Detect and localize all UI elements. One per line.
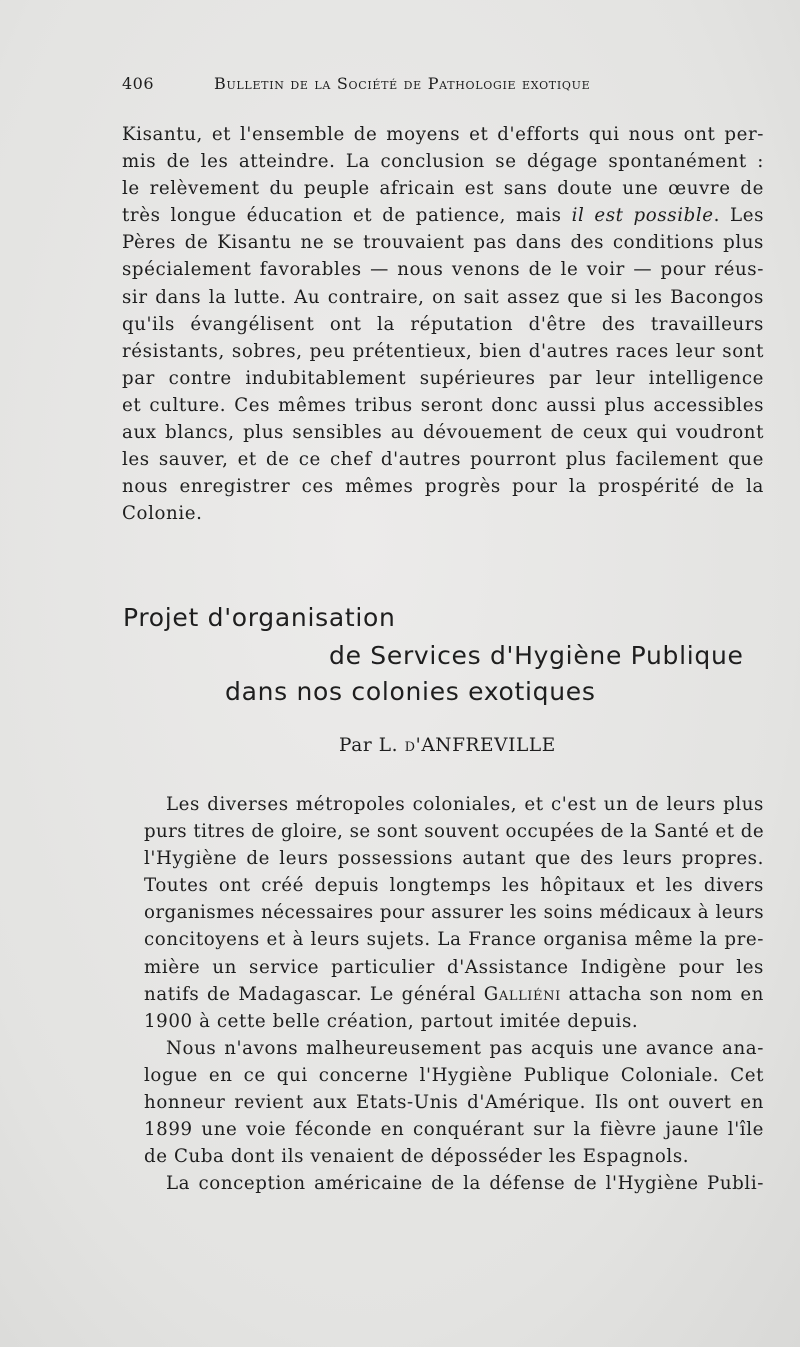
text-line: nous enregistrer ces mêmes progrès pour la prospérité de la — [122, 476, 764, 498]
text-line: spécialement favorables — nous venons de le voir — pour réus- — [122, 259, 764, 281]
text-line: l'Hygiène de leurs possessions autant que des leurs propres. — [144, 848, 764, 870]
text-line: Les diverses métropoles coloniales, et c'est un de leurs plus — [166, 794, 764, 815]
text-line: résistants, sobres, peu prétentieux, bien d'autres races leur sont — [122, 340, 764, 362]
article-paragraph-1 — [122, 791, 764, 1035]
text-line: Pères de Kisantu ne se trouvaient pas dans des conditions plus — [122, 232, 764, 254]
text-line: 1900 à cette belle création, partout imitée depuis. — [144, 1010, 639, 1032]
text-line: logue en ce qui concerne l'Hygiène Publique Coloniale. Cet — [144, 1064, 764, 1086]
person-name: Galliéni — [483, 983, 561, 1005]
author-prefix: Par L. — [339, 735, 405, 756]
text-line: Toutes ont créé depuis longtemps les hôpitaux et les divers — [144, 875, 764, 897]
article-title-line-1: Projet d'organisation — [123, 603, 396, 632]
article-title-line-3: dans nos colonies exotiques — [225, 677, 596, 706]
text-line: de Cuba dont ils venaient de déposséder les Espagnols. — [144, 1146, 690, 1168]
article-paragraph-2 — [122, 1035, 764, 1170]
text-segment: attacha son nom en — [560, 983, 764, 1005]
text-line: et culture. Ces mêmes tribus seront donc aussi plus accessibles — [122, 394, 764, 416]
text-line: Kisantu, et l'ensemble de moyens et d'efforts qui nous ont per- — [122, 124, 764, 145]
page-number: 406 — [122, 74, 155, 93]
article-author — [339, 735, 556, 756]
article-body — [122, 791, 764, 1197]
text-segment: très longue éducation et de patience, mais — [122, 205, 572, 227]
text-line: mis de les atteindre. La conclusion se dégage spontanément : — [122, 151, 764, 173]
text-line: 1899 une voie féconde en conquérant sur la fièvre jaune l'île — [144, 1119, 764, 1141]
text-segment: natifs de Madagascar. Le général — [144, 983, 484, 1005]
text-line: purs titres de gloire, se sont souvent occupées de la Santé et de — [144, 821, 764, 843]
article-title-line-2: de Services d'Hygiène Publique — [329, 641, 744, 670]
text-line: sir dans la lutte. Au contraire, on sait assez que si les Bacongos — [122, 286, 764, 308]
text-line: mière un service particulier d'Assistance Indigène pour les — [144, 956, 764, 978]
text-line-with-italic — [122, 202, 764, 229]
running-title: Bulletin de la Société de Pathologie exotique — [214, 74, 591, 93]
text-line: Colonie. — [122, 503, 203, 525]
author-name: d'ANFREVILLE — [404, 735, 556, 756]
text-line: aux blancs, plus sensibles au dévouement de ceux qui voudront — [122, 422, 764, 444]
intro-paragraph — [122, 121, 764, 527]
text-segment: . Les — [713, 205, 764, 227]
text-line: honneur revient aux Etats-Unis d'Amérique. Ils ont ouvert en — [144, 1092, 764, 1114]
article-paragraph-3 — [122, 1170, 764, 1197]
text-line: La conception américaine de la défense de l'Hygiène Publi- — [166, 1173, 764, 1195]
text-line: par contre indubitablement supérieures par leur intelligence — [122, 367, 764, 389]
text-line: les sauver, et de ce chef d'autres pourront plus facilement que — [122, 449, 764, 471]
text-line: le relèvement du peuple africain est sans doute une œuvre de — [122, 178, 764, 200]
text-line: qu'ils évangélisent ont la réputation d'être des travailleurs — [122, 313, 764, 335]
text-line-with-smallcaps — [122, 981, 764, 1008]
text-line: Nous n'avons malheureusement pas acquis une avance ana- — [166, 1037, 764, 1059]
text-line: concitoyens et à leurs sujets. La France organisa même la pre- — [144, 929, 764, 951]
text-line: organismes nécessaires pour assurer les soins médicaux à leurs — [144, 902, 764, 924]
italic-phrase: il est possible — [571, 205, 714, 227]
